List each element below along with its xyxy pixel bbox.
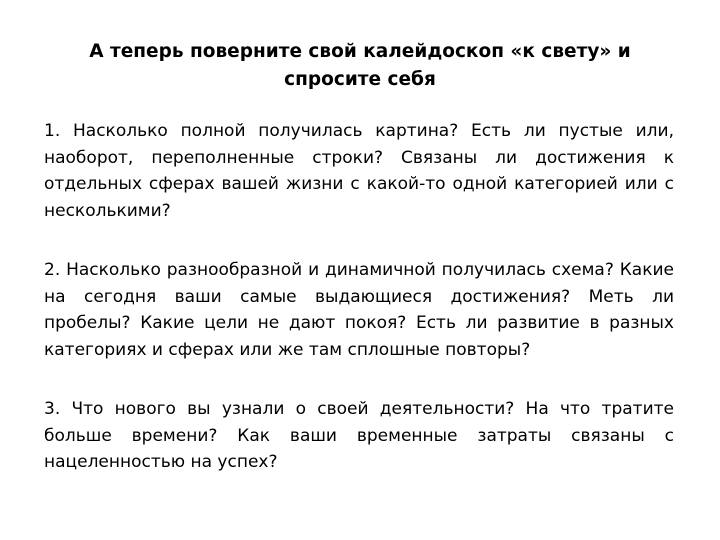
slide-title: А теперь поверните свой калейдоскоп «к свету» и спросите себя [89,41,631,90]
question-paragraph-2: 2. Насколько разнообразной и динамичной получилась схема? Какие на сегодня ваши самые выдающиеся достижения? Меть ли пробелы? Какие цели не дают покоя? Есть ли развитие в разных категориях и сферах или же там сплошные повторы? [44,260,674,360]
slide-body [44,118,674,509]
question-paragraph-3: 3. Что нового вы узнали о своей деятельности? На что тратите больше времени? Как ваши временные затраты связаны с нацеленностью на успех? [44,399,674,472]
question-paragraph-1: 1. Насколько полной получилась картина? Есть ли пустые или, наоборот, переполненные строки? Связаны ли достижения к отдельных сферах вашей жизни с какой-то одной категорией или с несколькими? [44,121,674,221]
